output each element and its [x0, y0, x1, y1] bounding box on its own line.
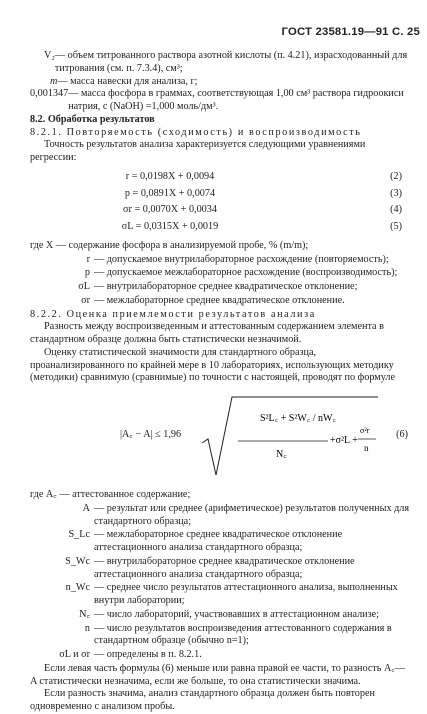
- formula-number: (6): [396, 429, 408, 440]
- list-item: [30, 556, 410, 582]
- list-value: — межлабораторное среднее квадратическое отклонение аттестационного анализа стандартного образца;: [94, 529, 343, 553]
- equation-formula: p = 0,0891X + 0,0074: [124, 187, 216, 199]
- defs-top: [30, 50, 410, 114]
- document-body: [30, 50, 410, 714]
- svg-text:+σ²L +: +σ²L +: [330, 435, 358, 446]
- equation-row: [30, 204, 410, 217]
- svg-text:S²L꜀ + S²W꜀ / nW꜀: S²L꜀ + S²W꜀ / nW꜀: [260, 413, 336, 424]
- list-key: n: [84, 622, 90, 634]
- list-value: — число лабораторий, участвовавших в аттестационном анализе;: [94, 608, 379, 620]
- def-symbol: 0,001347: [30, 88, 69, 100]
- def-symbol: m: [50, 75, 58, 87]
- section-8-2-2-text2: Оценку статистической значимости для стандартного образца, проанализированного по крайней мере в 10 лабораториях, использующих методику (методики) сравнимую (сравнимые) по точности с настоящей, проводят по формуле: [30, 346, 395, 384]
- def-v2: [30, 50, 410, 76]
- section-8-2-2-title: 8.2.2. Оценка приемлемости результатов анализа: [30, 308, 316, 320]
- list-key: N꜀: [79, 608, 90, 620]
- list-item: [30, 267, 410, 280]
- defs-bottom: [30, 503, 410, 662]
- list-value: — допускаемое внутрилабораторное расхождение (повторяемость);: [94, 253, 389, 265]
- equation-number: (4): [390, 204, 402, 216]
- list-key: σr: [81, 294, 90, 306]
- def-symbol: V₂: [44, 50, 55, 61]
- list-key: p: [84, 267, 90, 279]
- list-value: — определены в п. 8.2.1.: [94, 649, 202, 660]
- section-8-2-title: 8.2. Обработка результатов: [30, 113, 155, 125]
- list-item: [30, 623, 410, 649]
- list-item: [30, 295, 410, 308]
- defs-mid: [30, 254, 410, 308]
- list-key: S_Wc: [65, 555, 90, 567]
- list-key: A: [82, 502, 90, 514]
- def-text: — объем титрованного раствора азотной кислоты (п. 4.21), израсходованный для титрования (см. п. 7.3.4), см³;: [54, 50, 408, 74]
- list-value: — число результатов воспроизведения аттестованного содержания в стандартном образце (обычно n=1);: [94, 622, 392, 647]
- section-8-2-1-title: 8.2.1. Повторяемость (сходимость) и воспроизводимость: [30, 126, 362, 138]
- formula-6: [30, 391, 410, 483]
- where-ac: где A꜀ — аттестованное содержание;: [30, 489, 191, 500]
- list-item: [30, 254, 410, 267]
- def-0001347: [30, 88, 410, 114]
- section-8-2-1-text: Точность результатов анализа характеризуется следующими уравнениями регрессии:: [30, 139, 366, 163]
- list-item: [30, 649, 410, 662]
- def-text: — масса фосфора в граммах, соответствующая 1,00 см³ раствора гидроокиси натрия, с (NaOH) =1,000 моль/дм³.: [68, 88, 404, 112]
- list-value: — среднее число результатов аттестационного анализа, выполненных внутри лаборатории;: [94, 582, 398, 606]
- def-text: — масса навески для анализа, г;: [57, 75, 198, 87]
- list-value: — результат или среднее (арифметическое) результатов полученных для стандартного образца;: [94, 502, 410, 527]
- list-item: [30, 582, 410, 608]
- svg-text:σ²r: σ²r: [360, 426, 370, 435]
- svg-text:n: n: [364, 443, 369, 453]
- equation-formula: r = 0,0198X + 0,0094: [125, 170, 215, 182]
- equation-number: (2): [390, 170, 402, 182]
- list-key: σL: [78, 281, 90, 292]
- equation-number: (5): [390, 221, 402, 232]
- formula-lhs: |A꜀ − A| ≤ 1,96: [120, 429, 182, 440]
- list-item: [30, 503, 410, 529]
- equation-row: [30, 221, 410, 234]
- formula-sqrt-expression: [200, 395, 380, 481]
- list-key: σL и σr: [59, 649, 90, 660]
- equation-formula: σr = 0,0070X + 0,0034: [123, 204, 217, 216]
- list-item: [30, 529, 410, 555]
- list-key: r: [86, 253, 90, 265]
- list-value: — допускаемое межлабораторное расхождение (воспроизводимость);: [94, 267, 398, 279]
- list-item: [30, 609, 410, 622]
- where-x: где X — содержание фосфора в анализируемой пробе, % (m/m);: [30, 239, 309, 251]
- list-item: [30, 281, 410, 294]
- equation-row: [30, 188, 410, 201]
- equation-number: (3): [390, 187, 402, 199]
- list-key: n_Wc: [65, 582, 90, 594]
- equation-row: [30, 171, 410, 184]
- list-value: — межлабораторное среднее квадратическое отклонение.: [94, 294, 345, 306]
- svg-text:N꜀: N꜀: [276, 449, 287, 460]
- equation-formula: σL = 0,0315X + 0,0019: [121, 221, 219, 232]
- closing-paragraph-2: Если разность значима, анализ стандартного образца должен быть повторен одновременно с анализом пробы.: [30, 688, 375, 712]
- closing-paragraph-1: Если левая часть формулы (6) меньше или равна правой ее части, то разность A꜀—A статистически незначима, если же больше, то она статистически значима.: [30, 662, 406, 687]
- def-m: [30, 76, 410, 89]
- list-key: S_Lc: [68, 529, 90, 541]
- list-value: — внутрилабораторное среднее квадратическое отклонение аттестационного анализа стандартного образца;: [94, 555, 355, 580]
- regression-equations: [30, 171, 410, 234]
- section-8-2-2-text1: Разность между воспроизведенным и аттестованным содержанием элемента в стандартном образце должна быть статистически незначимой.: [30, 321, 384, 345]
- page-header: ГОСТ 23581.19—91 С. 25: [281, 26, 420, 38]
- list-value: — внутрилабораторное среднее квадратическое отклонение;: [94, 281, 358, 292]
